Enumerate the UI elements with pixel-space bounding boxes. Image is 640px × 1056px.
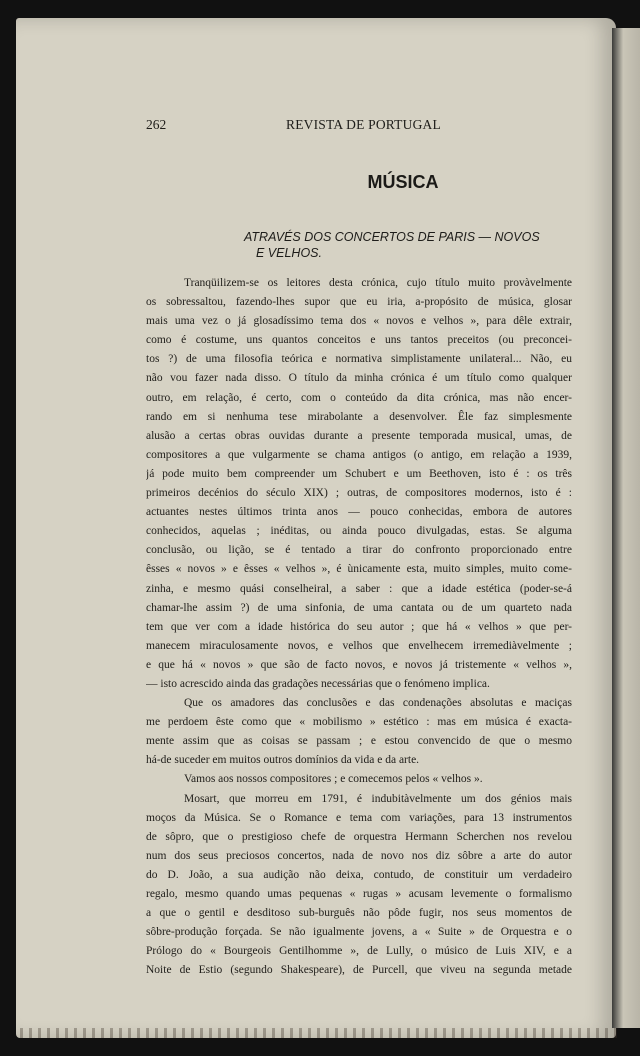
body-line: há-de suceder em muitos outros domínios da vida e da arte. [146,754,420,767]
body-line: num dos seus preciosos concertos, nada de novo nos diz sôbre a arte do autor [146,849,572,862]
body-line: não vou fazer nada disso. O título da minha crónica é um título como qualquer [146,372,572,385]
body-line: alusão a certas obras ouvidas durante a presente temporada musical, umas, de [146,429,572,442]
body-line: manecem miraculosamente novos, e velhos que envelhecem irremediàvelmente ; [146,639,572,652]
body-line: como é costume, uns quantos conceitos e uns tantos preceitos (ou preconcei- [146,334,572,347]
body-line: conclusão, ou lição, se é tentado a tirar do confronto proporcionado entre [146,544,572,557]
body-line: Que os amadores das conclusões e das condenações absolutas e maciças [184,697,572,710]
body-line: mente assim que as coisas se passam ; e estou convencido de que o mesmo [146,735,572,748]
body-line: me perdoem êste como que « mobilismo » estético : mas em música é exacta- [146,716,572,729]
body-line: sôbre-produção forçada. Se não igualmente jovens, a « Suite » de Orquestra e o [146,926,572,939]
page-edge [612,28,640,1028]
body-line: rando em si nenhuma tese mirabolante a desenvolver. Êle faz simplesmente [146,410,572,423]
body-line: a que o gentil e desditoso sub-burguês não pôde fugir, nos seus momentos de [146,907,572,920]
body-line: Vamos aos nossos compositores ; e comecemos pelos « velhos ». [184,773,483,786]
body-line: chamar-lhe assim ?) de uma sinfonia, de uma cantata ou de um quarteto nada [146,601,572,614]
page-bottom-edge [20,1028,620,1038]
article-body [146,274,572,980]
body-line: e que há « novos » que são de facto novos, e novos já tristemente « velhos », [146,658,572,671]
subtitle-line: ATRAVÉS DOS CONCERTOS DE PARIS — NOVOS [244,230,540,244]
body-line: do D. João, a sua audição não deixa, contudo, de constituir um verdadeiro [146,868,572,881]
body-line: Prólogo do « Bourgeois Gentilhomme », de Lully, o músico de Luis XIV, e a [146,945,572,958]
body-line: tem que ver com a idade histórica do seu autor ; que há « velhos » que per- [146,620,572,633]
body-line: moços da Música. Se o Romance e tema com variações, para 13 instrumentos [146,811,572,824]
body-line: outro, em relação, é certo, com o conteúdo da dita crónica, mas não encer- [146,391,572,404]
running-title: REVISTA DE PORTUGAL [286,117,441,132]
body-line: regalo, mesmo quando umas pequenas « rugas » acusam levemente o formalismo [146,888,572,900]
body-line: Noite de Estio (segundo Shakespeare), de Purcell, que viveu na segunda metade [146,964,572,977]
section-title: MÚSICA [367,172,439,192]
body-line: actuantes nestes últimos trinta anos — pouco conhecidas, embora de autores [146,506,572,519]
body-line: de sôpro, que o prestigioso chefe de orquestra Hermann Scherchen nos revelou [146,830,572,843]
subtitle-line: E VELHOS. [256,246,322,260]
body-line: já pode muito bem compreender um Schubert e um Beethoven, isto é : os três [146,467,572,480]
body-line: — isto acrescido ainda das gradações necessárias que o fenómeno implica. [146,677,490,690]
body-line: êsses « novos » e êsses « velhos », é ùnicamente esta, muito simples, muito come- [146,563,572,576]
body-line: Mosart, que morreu em 1791, é indubitàvelmente um dos génios mais [184,792,572,805]
page-header [146,117,572,137]
body-line: zinha, e mesmo quási conselheiral, a saber : que a idade estética (poder-se-á [146,582,572,595]
body-line: Tranqüilizem-se os leitores desta crónica, cujo título muito provàvelmente [184,277,572,289]
body-line: compositores a que vulgarmente se chama antigos (o antigo, em relação a 1939, [146,448,572,461]
body-line: conhecidos, aquelas ; inéditas, ou ainda pouco divulgadas, estas. Se alguma [146,525,572,538]
body-line: os sobressaltou, fazendo-lhes supor que eu iria, a-propósito de música, glosar [146,296,572,309]
body-line: primeiros decénios do século XIX) ; outras, de compositores modernos, isto é : [146,487,572,500]
article-subtitle [244,229,574,261]
body-line: mais uma vez o já glosadíssimo tema dos « novos e velhos », para dêle extrair, [146,315,572,328]
page-number: 262 [146,117,167,132]
body-line: tos ?) de uma filosofia teórica e normativa simplistamente unilateral... Não, eu [146,353,572,366]
